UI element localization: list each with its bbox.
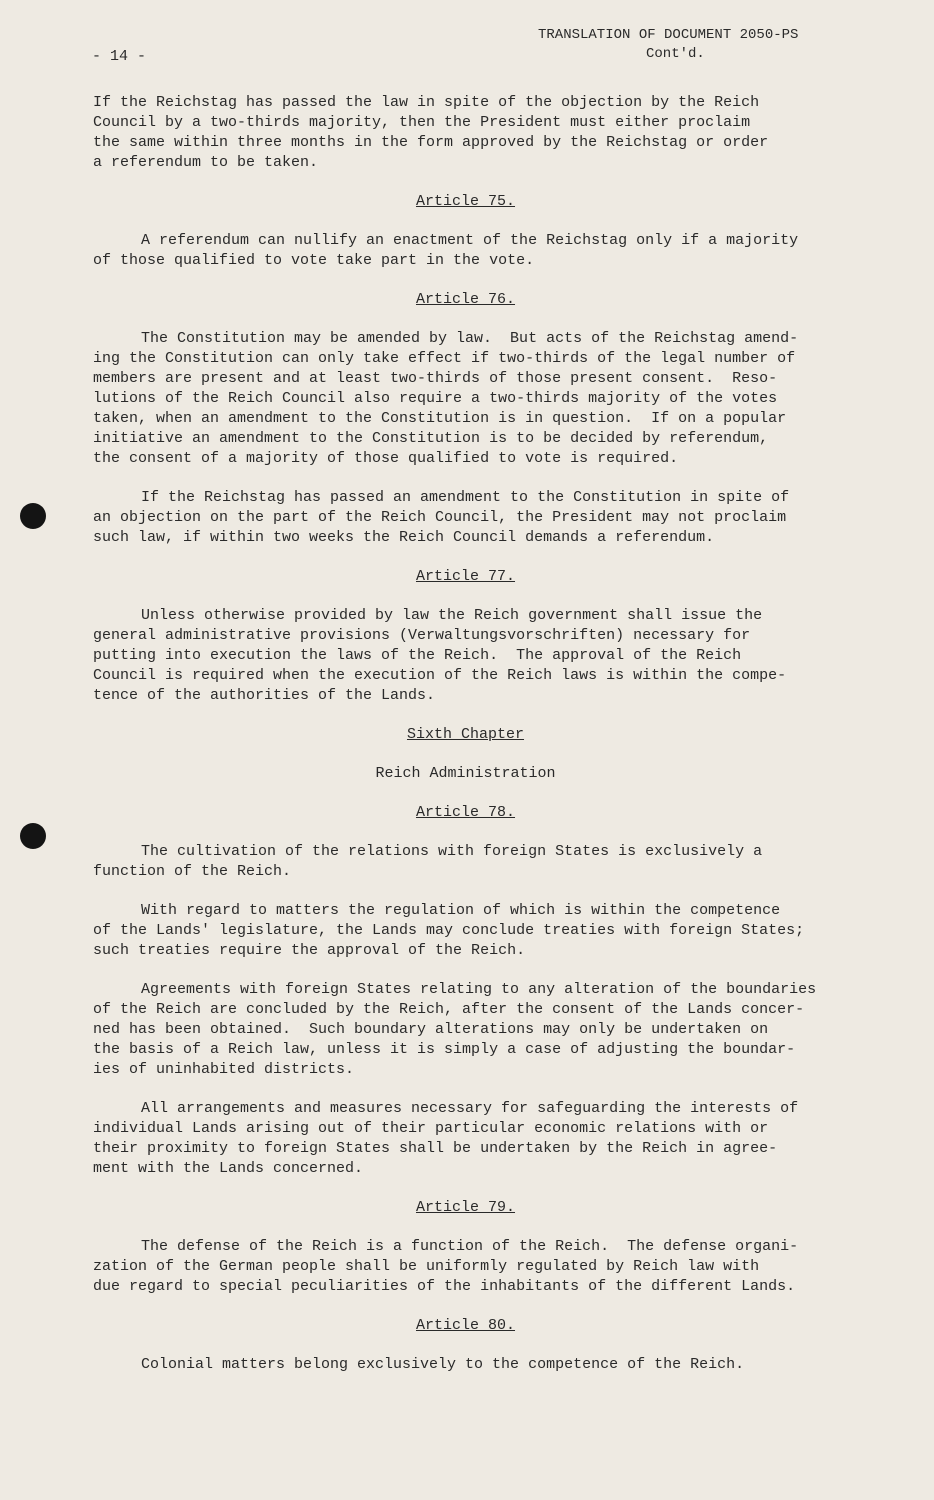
paragraph [93,901,873,961]
block-gap [93,1336,873,1355]
paragraph-line: Council is required when the execution of the Reich laws is within the compe- [93,667,787,684]
paragraph-line: individual Lands arising out of their particular economic relations with or [93,1120,769,1137]
paragraph [93,329,873,469]
paragraph-line: ned has been obtained. Such boundary alterations may only be undertaken on [93,1021,769,1038]
block-gap [93,310,873,329]
section-heading: Article 75. [415,193,516,210]
paragraph-line: ing the Constitution can only take effect if two-thirds of the legal number of [93,350,796,367]
section-heading: Article 78. [415,804,516,821]
block-gap [93,784,873,803]
page-number: - 14 - [92,48,147,65]
paragraph-line: The cultivation of the relations with foreign States is exclusively a [141,843,763,860]
block-gap [93,271,873,290]
paragraph [93,1237,873,1297]
paragraph-line: lutions of the Reich Council also require a two-thirds majority of the votes [93,390,778,407]
paragraph [93,1355,873,1375]
paragraph-line: zation of the German people shall be uniformly regulated by Reich law with [93,1258,760,1275]
paragraph-line: The defense of the Reich is a function of the Reich. The defense organi- [141,1238,799,1255]
paragraph-line: of the Lands' legislature, the Lands may conclude treaties with foreign States; [93,922,805,939]
block-gap [93,469,873,488]
section-heading: Article 76. [415,291,516,308]
paragraph-line: A referendum can nullify an enactment of the Reichstag only if a majority [141,232,799,249]
document-contd: Cont'd. [646,46,705,62]
block-gap [93,961,873,980]
paragraph [93,231,873,271]
document-body [93,93,873,1375]
block-gap [93,173,873,192]
paragraph-line: members are present and at least two-thirds of those present consent. Reso- [93,370,778,387]
paragraph [93,93,873,173]
paragraph-line: Unless otherwise provided by law the Reich government shall issue the [141,607,763,624]
paragraph-line: the basis of a Reich law, unless it is simply a case of adjusting the boundar- [93,1041,796,1058]
block-gap [93,1179,873,1198]
block-gap [93,706,873,725]
document-header [538,26,798,64]
paragraph-line: of the Reich are concluded by the Reich, after the consent of the Lands concer- [93,1001,805,1018]
paragraph [93,980,873,1080]
paragraph-line: ment with the Lands concerned. [93,1160,364,1177]
block-gap [93,745,873,764]
paragraph-line: general administrative provisions (Verwaltungsvorschriften) necessary for [93,627,751,644]
paragraph-line: their proximity to foreign States shall be undertaken by the Reich in agree- [93,1140,778,1157]
paragraph-line: All arrangements and measures necessary for safeguarding the interests of [141,1100,799,1117]
section-heading: Article 77. [415,568,516,585]
chapter-title: Reich Administration [375,765,556,782]
paragraph-line: the same within three months in the form approved by the Reichstag or order [93,134,769,151]
paragraph-line: function of the Reich. [93,863,292,880]
paragraph-line: putting into execution the laws of the Reich. The approval of the Reich [93,647,742,664]
paragraph-line: ies of uninhabited districts. [93,1061,355,1078]
paragraph-line: of those qualified to vote take part in the vote. [93,252,535,269]
block-gap [93,212,873,231]
paragraph-line: such treaties require the approval of the Reich. [93,942,526,959]
paragraph-line: If the Reichstag has passed the law in spite of the objection by the Reich [93,94,760,111]
section-heading: Sixth Chapter [406,726,525,743]
paragraph-line: a referendum to be taken. [93,154,319,171]
block-gap [93,587,873,606]
block-gap [93,1297,873,1316]
paragraph-line: the consent of a majority of those qualified to vote is required. [93,450,679,467]
block-gap [93,823,873,842]
paragraph-line: an objection on the part of the Reich Council, the President may not proclaim [93,509,787,526]
paragraph [93,606,873,706]
paragraph-line: The Constitution may be amended by law. But acts of the Reichstag amend- [141,330,799,347]
paragraph-line: Colonial matters belong exclusively to the competence of the Reich. [141,1356,745,1373]
paragraph [93,842,873,882]
paragraph-line: taken, when an amendment to the Constitution is in question. If on a popular [93,410,787,427]
paragraph-line: Council by a two-thirds majority, then the President must either proclaim [93,114,751,131]
paragraph-line: Agreements with foreign States relating to any alteration of the boundaries [141,981,817,998]
paragraph [93,488,873,548]
section-heading: Article 79. [415,1199,516,1216]
paragraph-line: such law, if within two weeks the Reich Council demands a referendum. [93,529,715,546]
block-gap [93,882,873,901]
punch-hole [20,823,46,849]
section-heading: Article 80. [415,1317,516,1334]
block-gap [93,548,873,567]
paragraph-line: tence of the authorities of the Lands. [93,687,436,704]
block-gap [93,1218,873,1237]
punch-hole [20,503,46,529]
block-gap [93,1080,873,1099]
paragraph-line: If the Reichstag has passed an amendment to the Constitution in spite of [141,489,790,506]
paragraph-line: initiative an amendment to the Constitution is to be decided by referendum, [93,430,769,447]
paragraph [93,1099,873,1179]
paragraph-line: due regard to special peculiarities of the inhabitants of the different Lands. [93,1278,796,1295]
document-title: TRANSLATION OF DOCUMENT 2050-PS [538,27,799,43]
paragraph-line: With regard to matters the regulation of which is within the competence [141,902,781,919]
